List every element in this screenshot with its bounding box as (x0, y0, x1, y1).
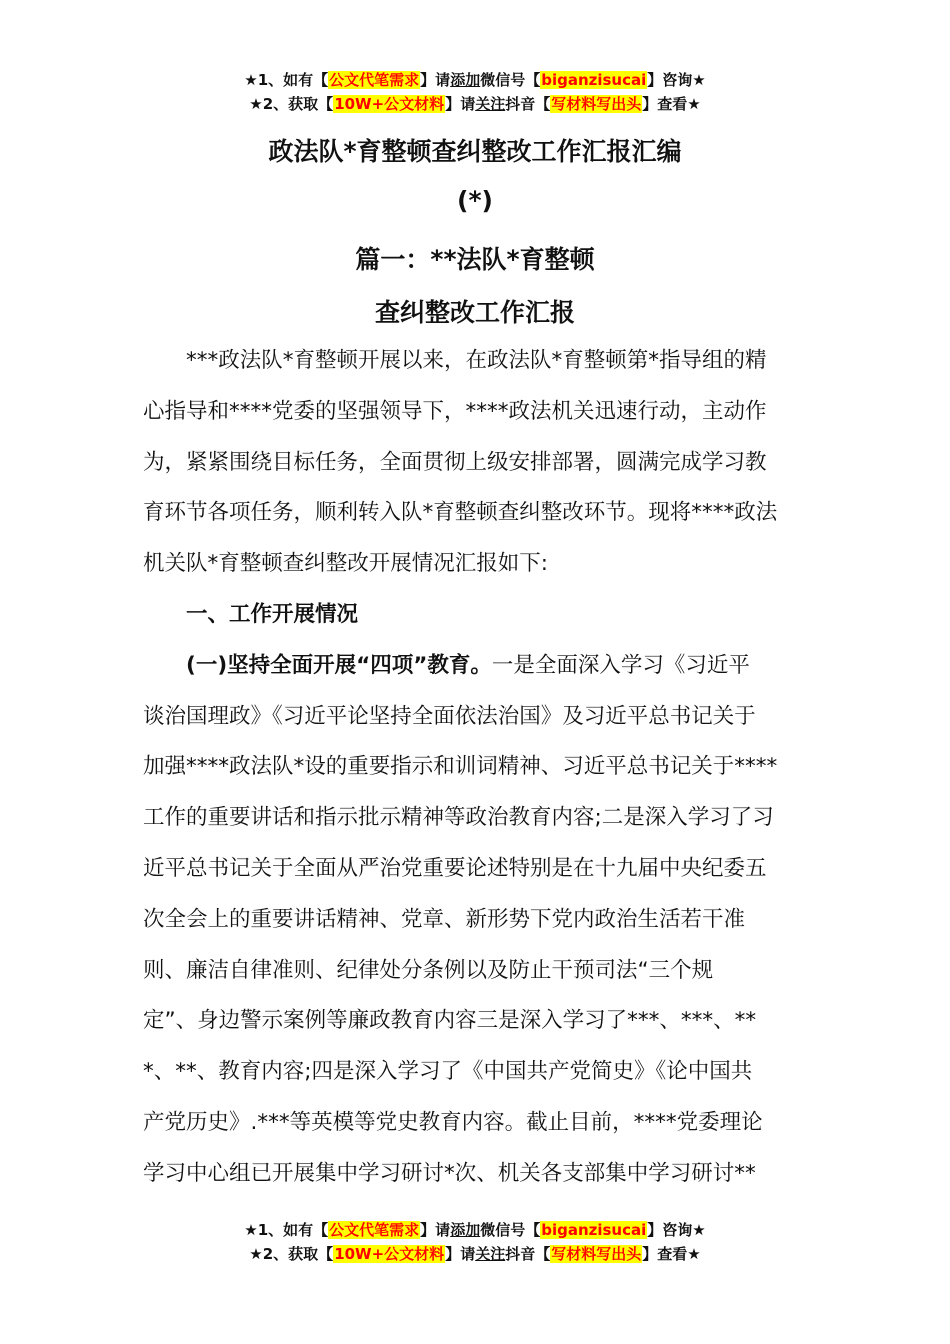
body-line: 心指导和****党委的坚强领导下，****政法机关迅速行动，主动作 (143, 398, 767, 424)
follow-underlined: 关注 (475, 95, 506, 113)
banner-text: 】请 (445, 95, 476, 113)
banner-text: 】请 (420, 1221, 451, 1239)
banner-text: 】请 (420, 71, 451, 89)
bottom-banner (0, 1218, 950, 1266)
douyin-highlight: 写材料写出头 (551, 1245, 642, 1263)
materials-highlight: 10W+公文材料 (334, 95, 445, 113)
body-line: 次全会上的重要讲话精神、党章、新形势下党内政治生活若干准 (143, 906, 746, 932)
banner-text: ★2、获取【 (249, 95, 334, 113)
banner-line-1 (0, 68, 950, 92)
chapter-subtitle: 查纠整改工作汇报 (374, 298, 575, 327)
follow-underlined: 关注 (475, 1245, 506, 1263)
chapter-title: 篇一：**法队*育整顿 (355, 245, 595, 274)
banner-text: ★1、如有【 (244, 71, 329, 89)
body-line: 产党历史》.***等英模等党史教育内容。截止目前，****党委理论 (143, 1109, 763, 1135)
body-line: 育环节各项任务，顺利转入队*育整顿查纠整改环节。现将****政法 (143, 500, 778, 526)
body-line: 为，紧紧围绕目标任务，全面贯彻上级安排部署，圆满完成学习教 (143, 449, 767, 475)
banner-text: 微信号【 (480, 71, 541, 89)
document-body (143, 336, 808, 1200)
banner-text: 抖音【 (505, 95, 551, 113)
body-line: 谈治国理政》《习近平论坚持全面依法治国》及习近平总书记关于 (143, 703, 756, 729)
document-subtitle: (*) (457, 186, 493, 215)
banner-line-2 (0, 1242, 950, 1266)
wechat-id-highlight: biganzisucai (541, 1221, 647, 1239)
body-line: 加强****政法队*设的重要指示和训词精神、习近平总书记关于**** (143, 754, 778, 780)
add-underlined: 添加 (450, 1221, 481, 1239)
banner-text: 抖音【 (505, 1245, 551, 1263)
banner-line-2 (0, 92, 950, 116)
top-banner (0, 68, 950, 116)
banner-text: 】查看★ (642, 95, 701, 113)
body-line: 机关队*育整顿查纠整改开展情况汇报如下: (143, 551, 548, 577)
body-line: 定”、身边警示案例等廉政教育内容三是深入学习了***、***、** (143, 1008, 757, 1034)
banner-text: ★2、获取【 (249, 1245, 334, 1263)
banner-text: ★1、如有【 (244, 1221, 329, 1239)
body-line: *、**、教育内容;四是深入学习了《中国共产党简史》《论中国共 (143, 1059, 753, 1085)
subsection-label: (一)坚持全面开展“四项”教育。 (186, 652, 492, 678)
banner-text: 】咨询★ (647, 71, 706, 89)
banner-text: 微信号【 (480, 1221, 541, 1239)
body-line: 工作的重要讲话和指示批示精神等政治教育内容;二是深入学习了习 (143, 805, 774, 831)
banner-text: 】请 (445, 1245, 476, 1263)
service-highlight: 公文代笔需求 (329, 1221, 420, 1239)
materials-highlight: 10W+公文材料 (334, 1245, 445, 1263)
banner-text: 】咨询★ (647, 1221, 706, 1239)
body-line: ***政法队*育整顿开展以来，在政法队*育整顿第*指导组的精 (186, 348, 767, 373)
body-line: 学习中心组已开展集中学习研讨*次、机关各支部集中学习研讨** (143, 1160, 756, 1186)
body-line: 近平总书记关于全面从严治党重要论述特别是在十九届中央纪委五 (143, 855, 767, 881)
wechat-id-highlight: biganzisucai (541, 71, 647, 89)
douyin-highlight: 写材料写出头 (551, 95, 642, 113)
service-highlight: 公文代笔需求 (329, 71, 420, 89)
body-line: 则、廉洁自律准则、纪律处分条例以及防止干预司法“三个规 (143, 957, 714, 983)
banner-line-1 (0, 1218, 950, 1242)
add-underlined: 添加 (450, 71, 481, 89)
section-heading: 一、工作开展情况 (186, 601, 359, 627)
document-title: 政法队*育整顿查纠整改工作汇报汇编 (268, 137, 682, 166)
subsection-first-line (143, 641, 808, 692)
banner-text: 】查看★ (642, 1245, 701, 1263)
subsection-text: 一是全面深入学习《习近平 (491, 652, 750, 678)
